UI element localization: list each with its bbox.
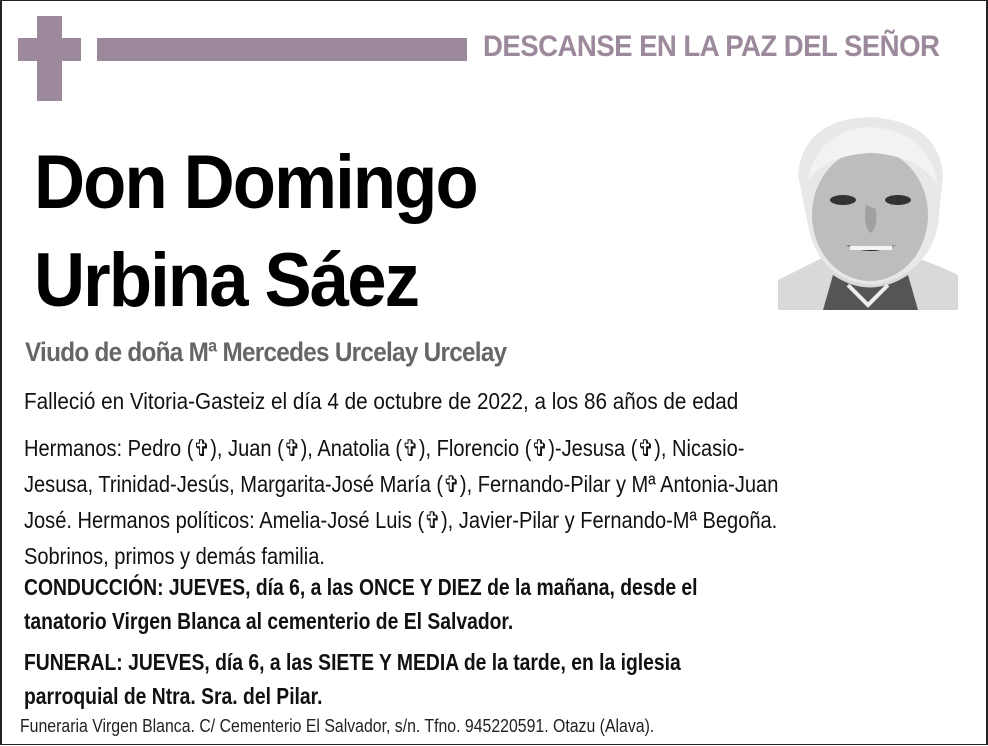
funeral-line: FUNERAL: JUEVES, día 6, a las SIETE Y MEDIA de la tarde, en la iglesia bbox=[24, 649, 681, 675]
family-line: Hermanos: Pedro (✞), Juan (✞), Anatolia (✞), Florencio (✞)-Jesusa (✞), Nicasio- bbox=[24, 435, 745, 461]
funeral-line: parroquial de Ntra. Sra. del Pilar. bbox=[24, 683, 323, 709]
family-line: Sobrinos, primos y demás familia. bbox=[24, 543, 325, 569]
conduccion-paragraph bbox=[24, 570, 698, 638]
family-paragraph bbox=[24, 430, 778, 574]
portrait-photo bbox=[778, 105, 958, 310]
death-announcement: Falleció en Vitoria-Gasteiz el día 4 de octubre de 2022, a los 86 años de edad bbox=[24, 388, 739, 414]
conduccion-line: tanatorio Virgen Blanca al cementerio de El Salvador. bbox=[24, 608, 514, 634]
name-line-2: Urbina Sáez bbox=[34, 238, 419, 323]
widow-line: Viudo de doña Mª Mercedes Urcelay Urcelay bbox=[25, 337, 507, 367]
funeral-paragraph bbox=[24, 645, 681, 713]
conduccion-line: CONDUCCIÓN: JUEVES, día 6, a las ONCE Y DIEZ de la mañana, desde el bbox=[24, 574, 698, 600]
cross-icon-arm bbox=[18, 38, 81, 61]
header-banner: DESCANSE EN LA PAZ DEL SEÑOR bbox=[483, 30, 940, 63]
family-line: Jesusa, Trinidad-Jesús, Margarita-José María (✞), Fernando-Pilar y Mª Antonia-Juan bbox=[24, 471, 779, 497]
family-line: José. Hermanos políticos: Amelia-José Luis (✞), Javier-Pilar y Fernando-Mª Begoña. bbox=[24, 507, 778, 533]
header-divider-bar bbox=[97, 38, 467, 61]
funeral-home-footer: Funeraria Virgen Blanca. C/ Cementerio El Salvador, s/n. Tfno. 945220591. Otazu (Alava). bbox=[20, 716, 655, 736]
deceased-name bbox=[34, 134, 477, 330]
name-line-1: Don Domingo bbox=[34, 140, 477, 225]
